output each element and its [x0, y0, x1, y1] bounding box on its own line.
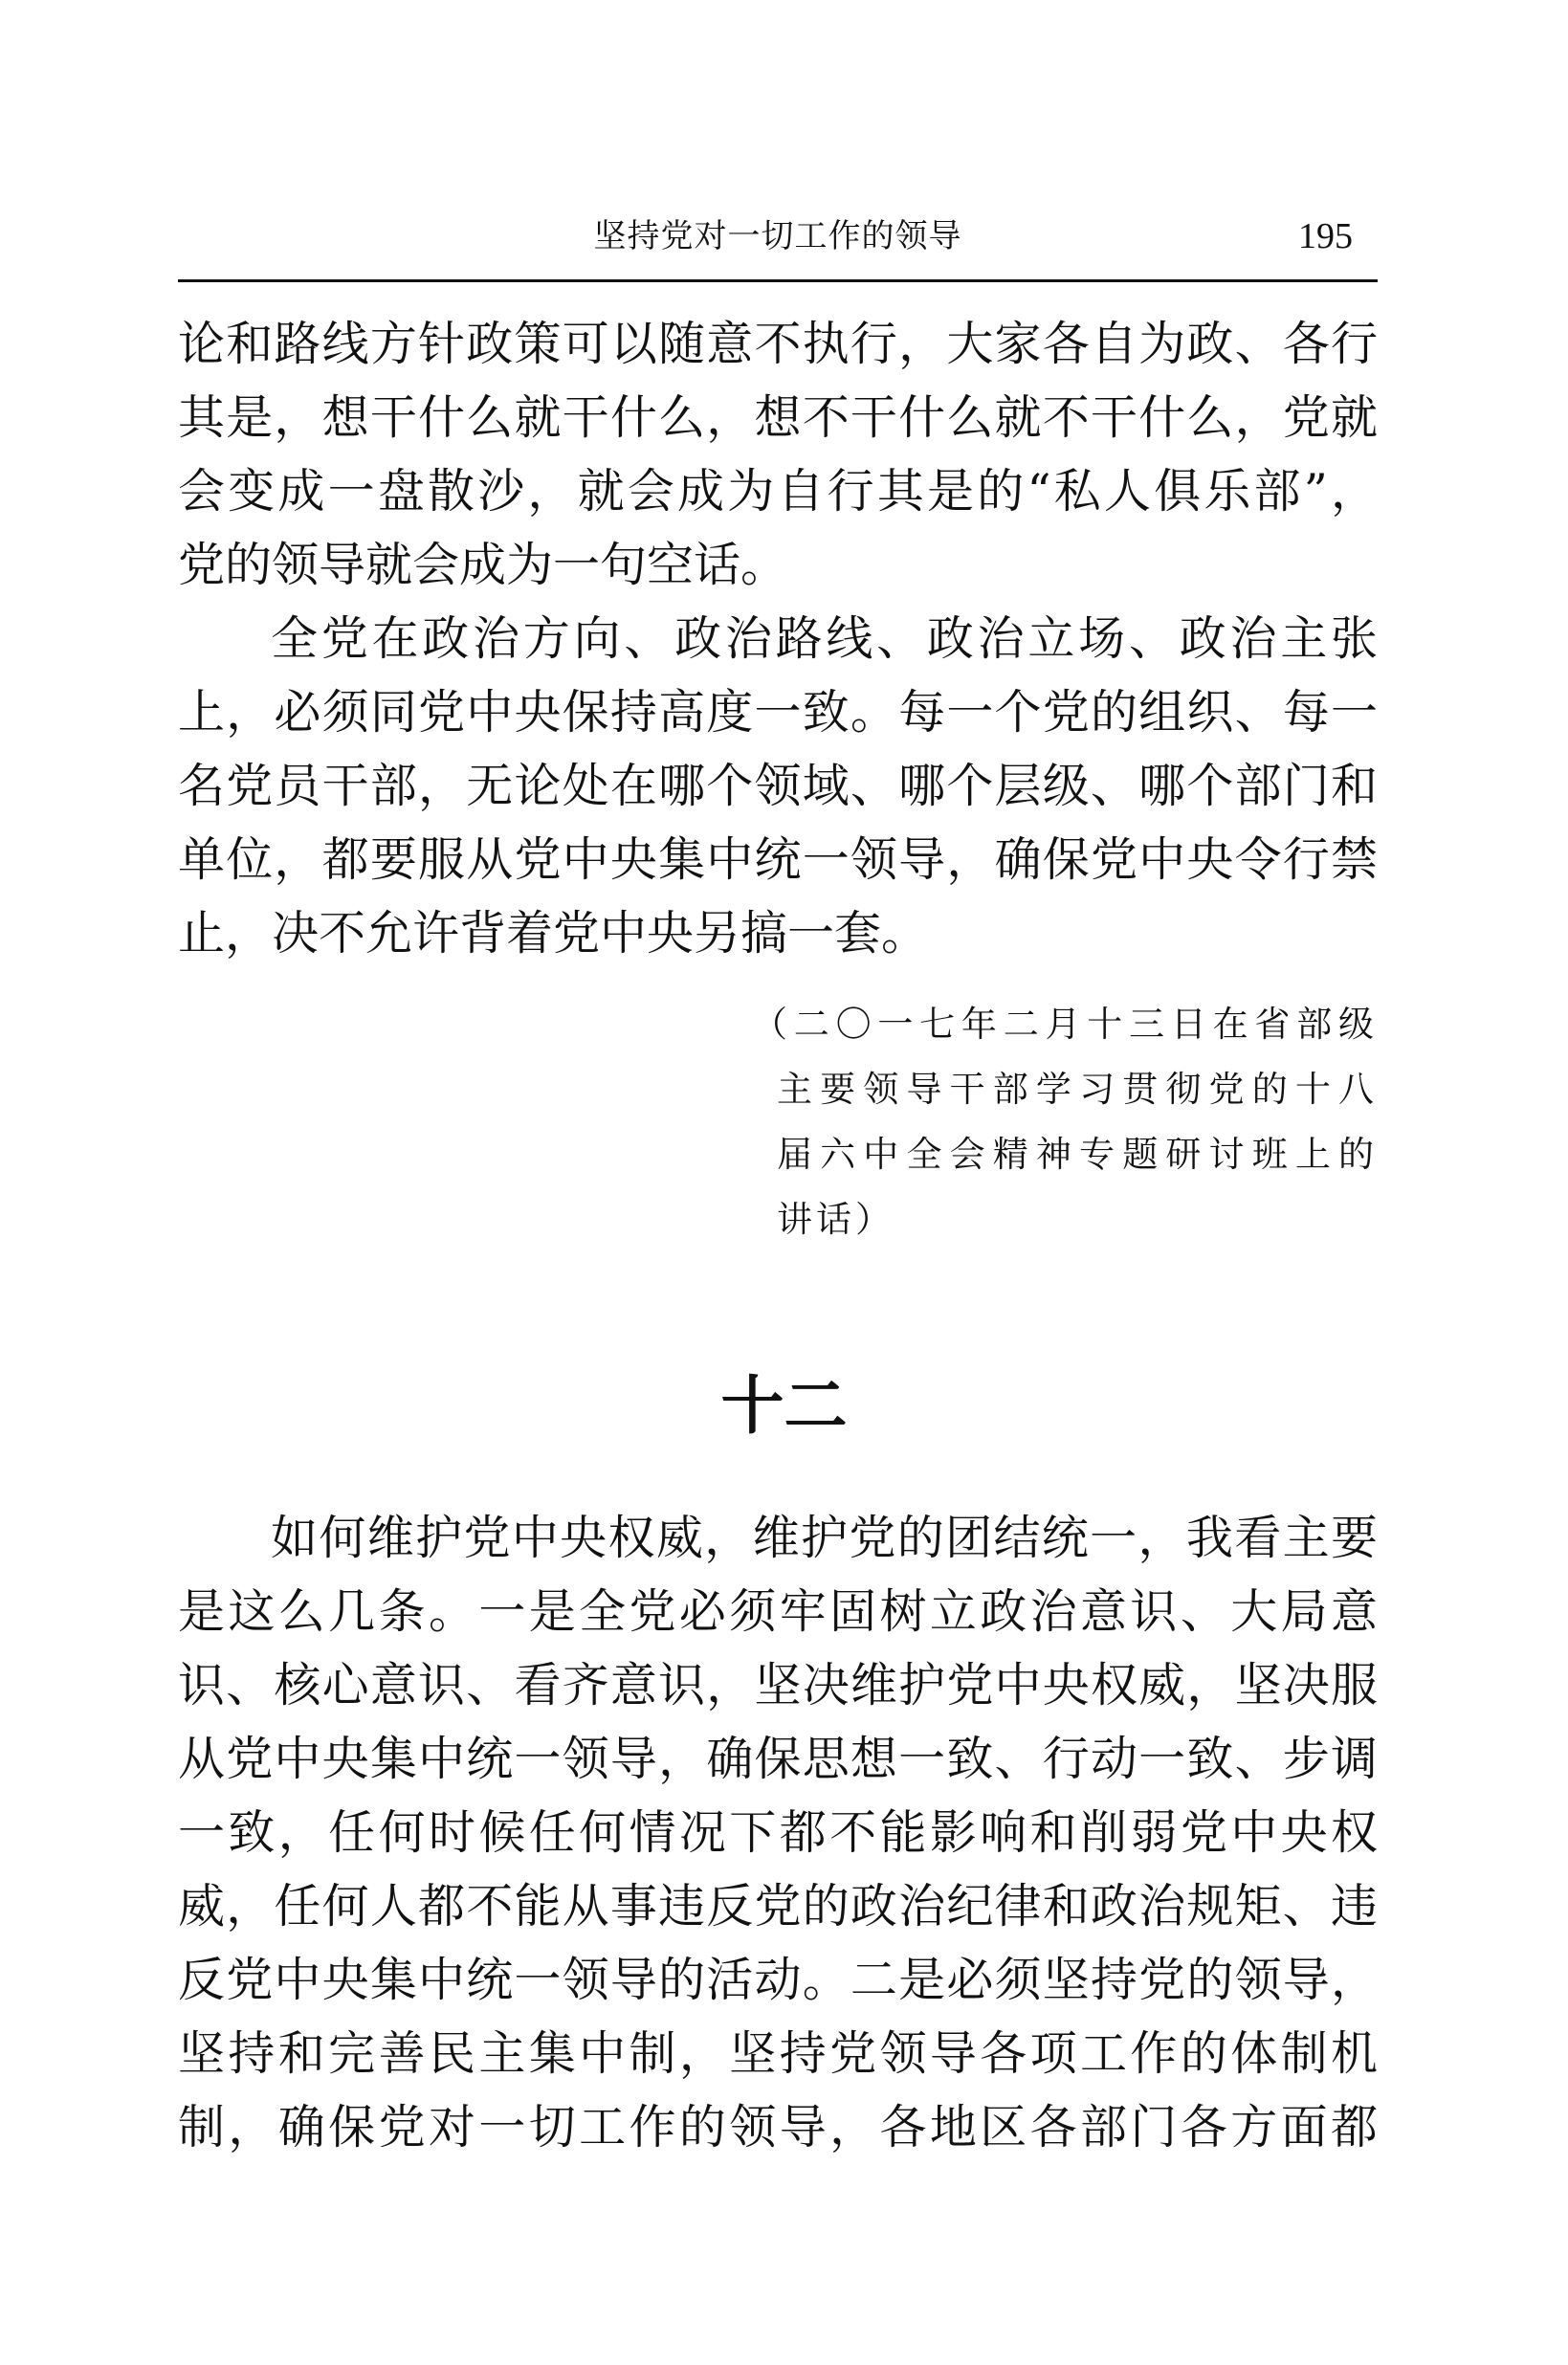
paragraph-3-line: 威，任何人都不能从事违反党的政治纪律和政治规矩、违: [178, 1879, 1378, 1934]
paragraph-1-line: 会变成一盘散沙，就会成为自行其是的“私人俱乐部”，: [178, 464, 1378, 519]
paragraph-3-line: 如何维护党中央权威，维护党的团结统一，我看主要: [271, 1511, 1378, 1565]
paragraph-1-line: 论和路线方针政策可以随意不执行，大家各自为政、各行: [178, 317, 1378, 371]
source-citation-line: 讲话）: [777, 1199, 894, 1240]
paragraph-2-line: 名党员干部，无论处在哪个领域、哪个层级、哪个部门和: [178, 759, 1378, 813]
section-heading: 十二: [720, 1369, 848, 1443]
paragraph-1-line: 党的领导就会成为一句空话。: [178, 538, 788, 592]
paragraph-3-line: 坚持和完善民主集中制，坚持党领导各项工作的体制机: [178, 2026, 1378, 2081]
paragraph-2-line: 上，必须同党中央保持高度一致。每一个党的组织、每一: [178, 685, 1378, 740]
source-citation-line: 届六中全会精神专题研讨班上的: [777, 1134, 1378, 1175]
paragraph-2-line: 全党在政治方向、政治路线、政治立场、政治主张: [271, 611, 1378, 666]
paragraph-3-line: 一致，任何时候任何情况下都不能影响和削弱党中央权: [178, 1805, 1378, 1860]
source-citation-line: 主要领导干部学习贯彻党的十八: [777, 1069, 1378, 1110]
paragraph-1-line: 其是，想干什么就干什么，想不干什么就不干什么，党就: [178, 390, 1378, 445]
paragraph-3-line: 反党中央集中统一领导的活动。二是必须坚持党的领导，: [178, 1953, 1378, 2007]
paragraph-3-line: 是这么几条。一是全党必须牢固树立政治意识、大局意: [178, 1584, 1378, 1639]
source-citation-line: （二〇一七年二月十三日在省部级: [752, 1004, 1378, 1045]
page-number: 195: [1298, 216, 1353, 256]
paragraph-3-line: 从党中央集中统一领导，确保思想一致、行动一致、步调: [178, 1732, 1378, 1786]
running-header-title: 坚持党对一切工作的领导: [593, 217, 962, 255]
paragraph-3-line: 制，确保党对一切工作的领导，各地区各部门各方面都: [178, 2100, 1378, 2155]
paragraph-2-line: 止，决不允许背着党中央另搞一套。: [178, 906, 929, 961]
header-rule: [178, 279, 1378, 282]
running-header: [178, 212, 1378, 270]
paragraph-3-line: 识、核心意识、看齐意识，坚决维护党中央权威，坚决服: [178, 1658, 1378, 1713]
paragraph-2-line: 单位，都要服从党中央集中统一领导，确保党中央令行禁: [178, 832, 1378, 887]
